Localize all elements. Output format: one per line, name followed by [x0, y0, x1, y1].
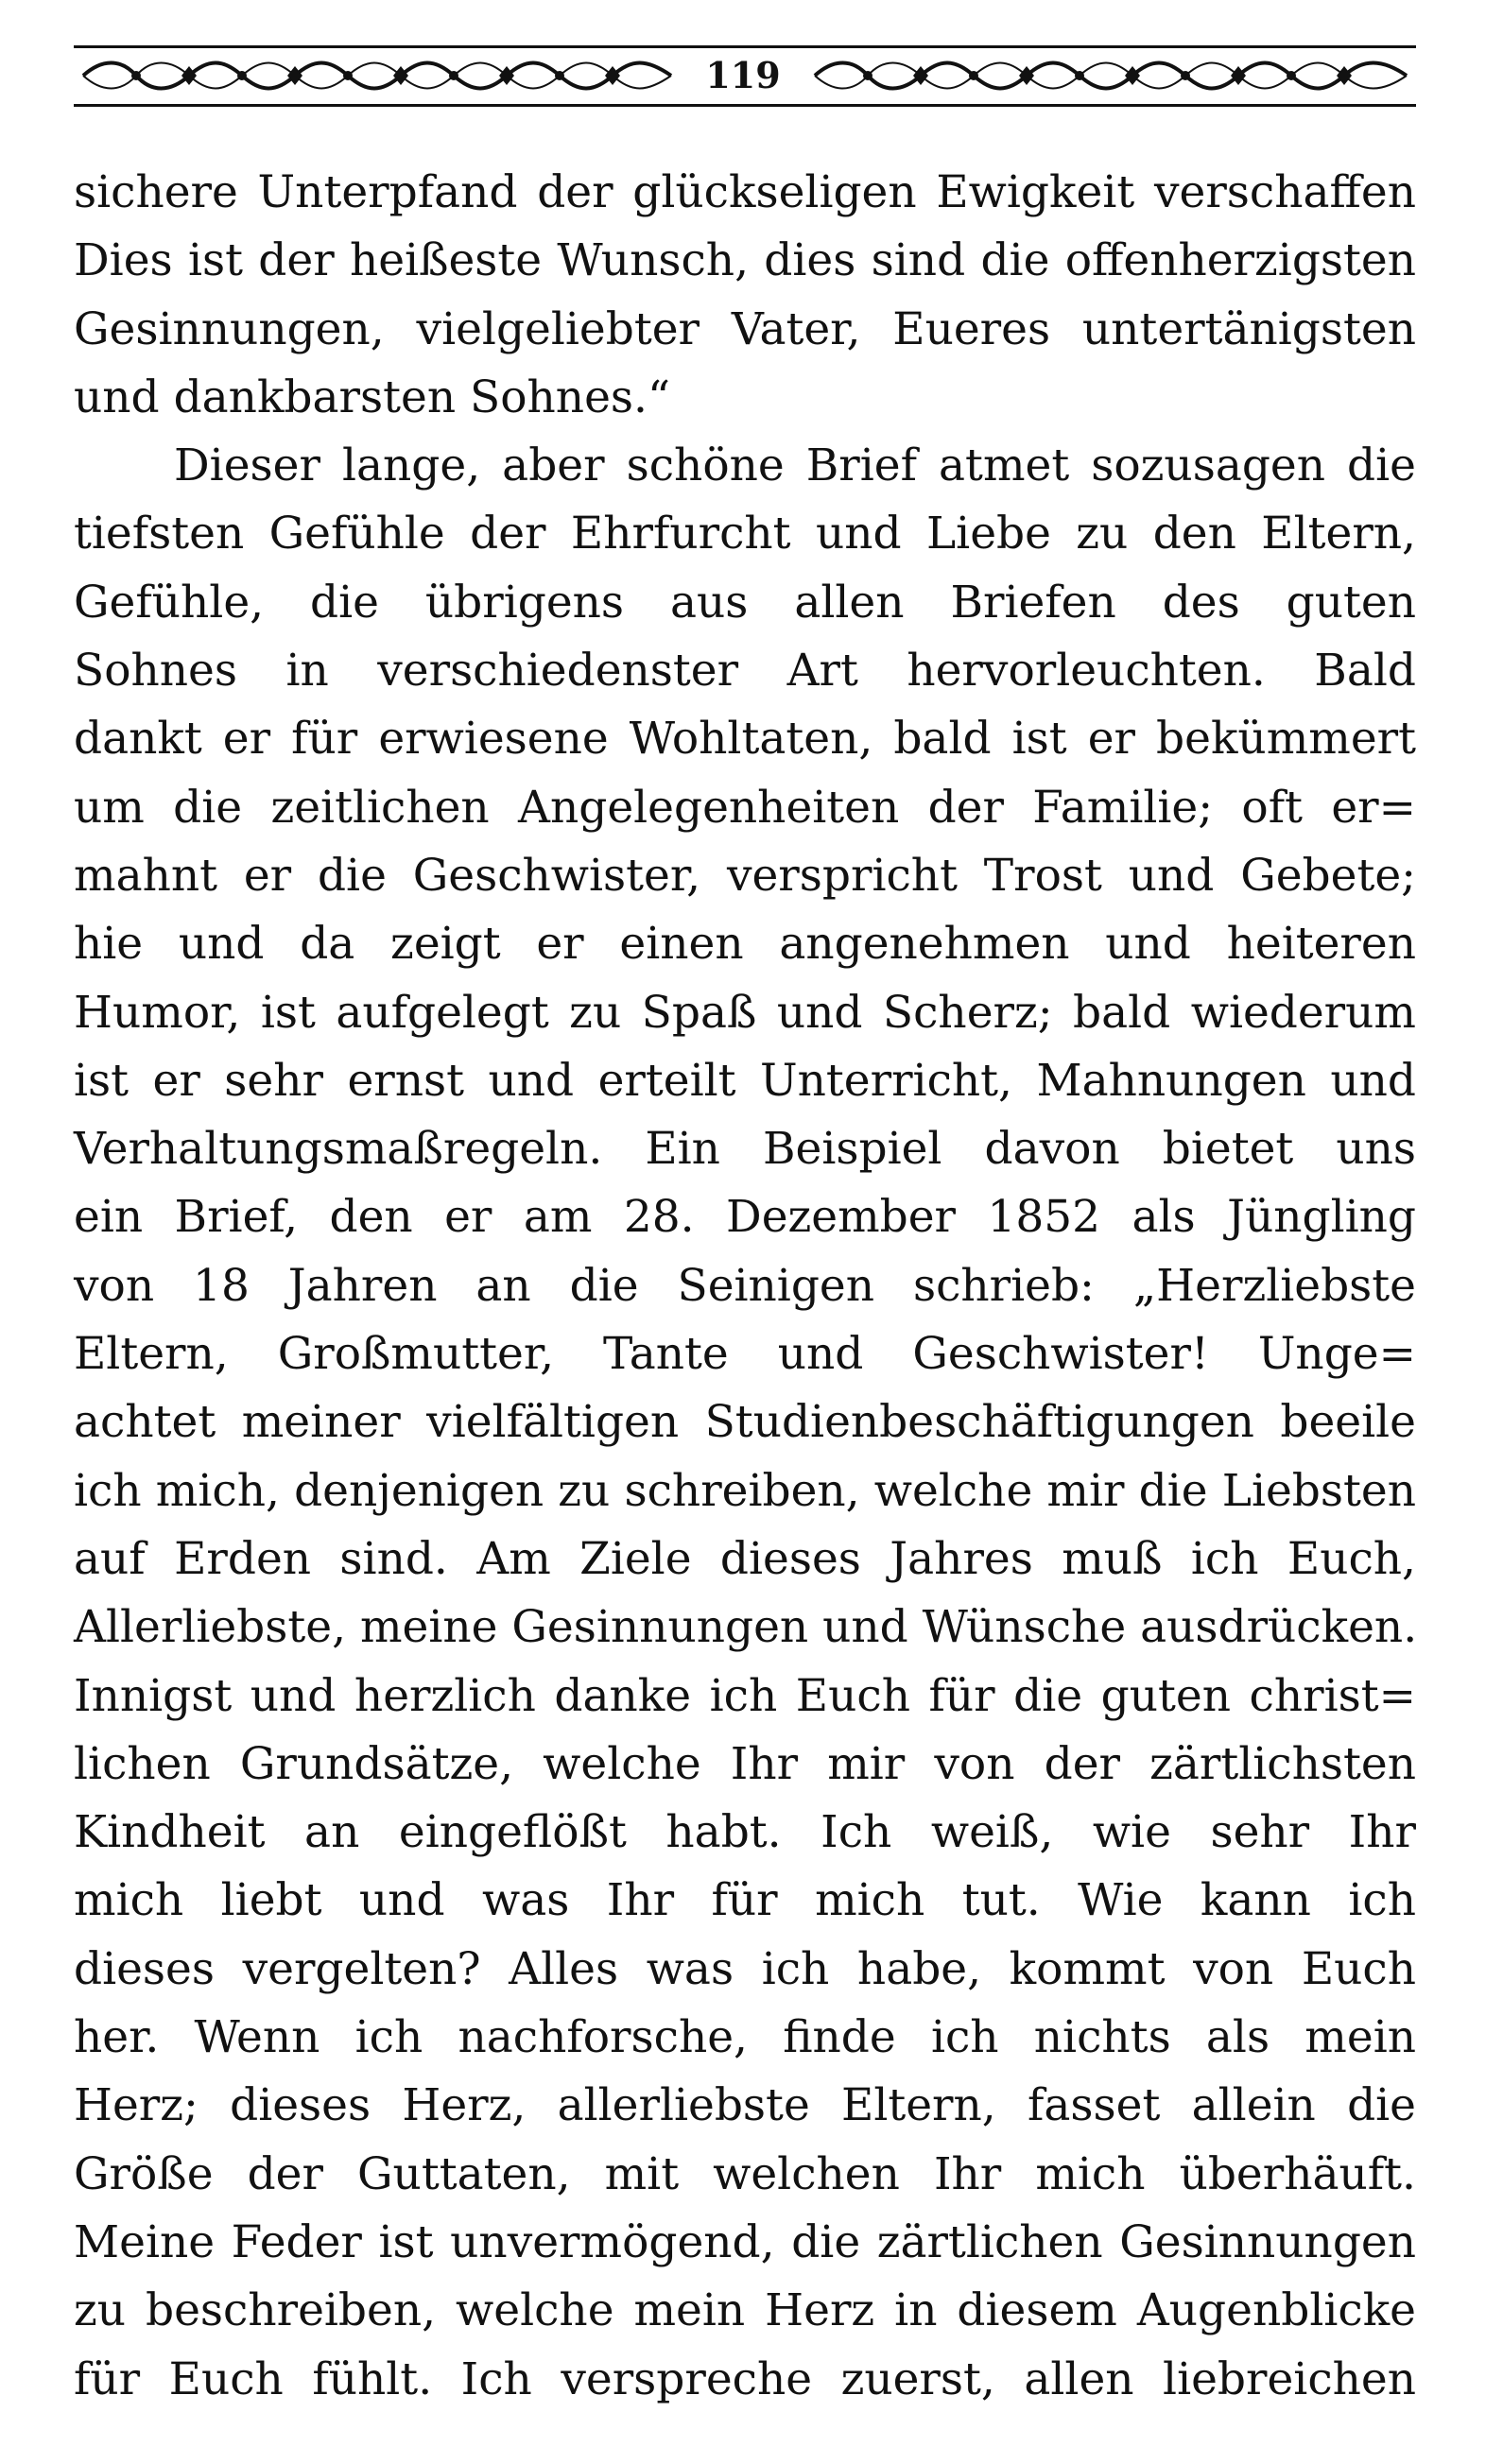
- text-line: Dieser lange, aber schöne Brief atmet sozusagen die: [174, 439, 1416, 492]
- text-line: Größe der Guttaten, mit welchen Ihr mich überhäuft.: [74, 2147, 1416, 2200]
- text-line: Herz; dieses Herz, allerliebste Eltern, fasset allein die: [74, 2079, 1416, 2132]
- text-line: auf Erden sind. Am Ziele dieses Jahres muß ich Euch,: [74, 1532, 1416, 1585]
- text-line: mahnt er die Geschwister, verspricht Trost und Gebete;: [74, 849, 1416, 902]
- text-line: sichere Unterpfand der glückseligen Ewigkeit verschaffen: [74, 166, 1416, 218]
- text-line: mich liebt und was Ihr für mich tut. Wie kann ich: [74, 1874, 1416, 1927]
- body-text: [74, 159, 1416, 2414]
- text-line: Humor, ist aufgelegt zu Spaß und Scherz; bald wiederum: [74, 986, 1416, 1039]
- text-line: Meine Feder ist unvermögend, die zärtlichen Gesinnungen: [74, 2215, 1416, 2268]
- text-line: Innigst und herzlich danke ich Euch für die guten christ=: [74, 1669, 1416, 1722]
- text-line: Dies ist der heißeste Wunsch, dies sind die offenherzigsten: [74, 234, 1416, 287]
- header-rule-top: [74, 45, 1416, 48]
- text-line: Eltern, Großmutter, Tante und Geschwister! Unge=: [74, 1328, 1416, 1381]
- text-line: ist er sehr ernst und erteilt Unterricht, Mahnungen und: [74, 1054, 1416, 1107]
- text-line: lichen Grundsätze, welche Ihr mir von der zärtlichsten: [74, 1737, 1416, 1790]
- text-line: achtet meiner vielfältigen Studienbeschäftigungen beeile: [74, 1396, 1416, 1449]
- text-line: hie und da zeigt er einen angenehmen und heiteren: [74, 918, 1416, 971]
- text-line: Kindheit an eingeflößt habt. Ich weiß, wie sehr Ihr: [74, 1806, 1416, 1859]
- text-line: tiefsten Gefühle der Ehrfurcht und Liebe zu den Eltern,: [74, 508, 1416, 560]
- ornament-left-icon: [79, 57, 675, 95]
- text-line: ich mich, denjenigen zu schreiben, welche mir die Liebsten: [74, 1464, 1416, 1517]
- text-line: zu beschreiben, welche mein Herz in diesem Augenblicke: [74, 2284, 1416, 2337]
- running-header: [74, 45, 1416, 112]
- ornament-right-icon: [811, 57, 1410, 95]
- text-line: dieses vergelten? Alles was ich habe, kommt von Euch: [74, 1942, 1416, 1995]
- text-line: von 18 Jahren an die Seinigen schrieb: „Herzliebste: [74, 1259, 1416, 1312]
- text-line: um die zeitlichen Angelegenheiten der Familie; oft er=: [74, 781, 1416, 834]
- text-line: für Euch fühlt. Ich verspreche zuerst, allen liebreichen: [74, 2352, 1416, 2405]
- text-line: und dankbarsten Sohnes.“: [74, 370, 670, 423]
- page-number: 119: [705, 54, 781, 96]
- text-line: dankt er für erwiesene Wohltaten, bald ist er bekümmert: [74, 713, 1416, 766]
- text-line: Sohnes in verschiedenster Art hervorleuchten. Bald: [74, 645, 1416, 698]
- text-line: ein Brief, den er am 28. Dezember 1852 als Jüngling: [74, 1191, 1416, 1244]
- text-line: Allerliebste, meine Gesinnungen und Wünsche ausdrücken.: [74, 1601, 1418, 1654]
- text-line: Verhaltungsmaßregeln. Ein Beispiel davon bietet uns: [74, 1123, 1416, 1176]
- text-line: Gefühle, die übrigens aus allen Briefen des guten: [74, 576, 1416, 629]
- text-line: her. Wenn ich nachforsche, finde ich nichts als mein: [74, 2011, 1416, 2064]
- header-rule-bottom: [74, 104, 1416, 107]
- text-line: Gesinnungen, vielgeliebter Vater, Eueres untertänigsten: [74, 302, 1416, 355]
